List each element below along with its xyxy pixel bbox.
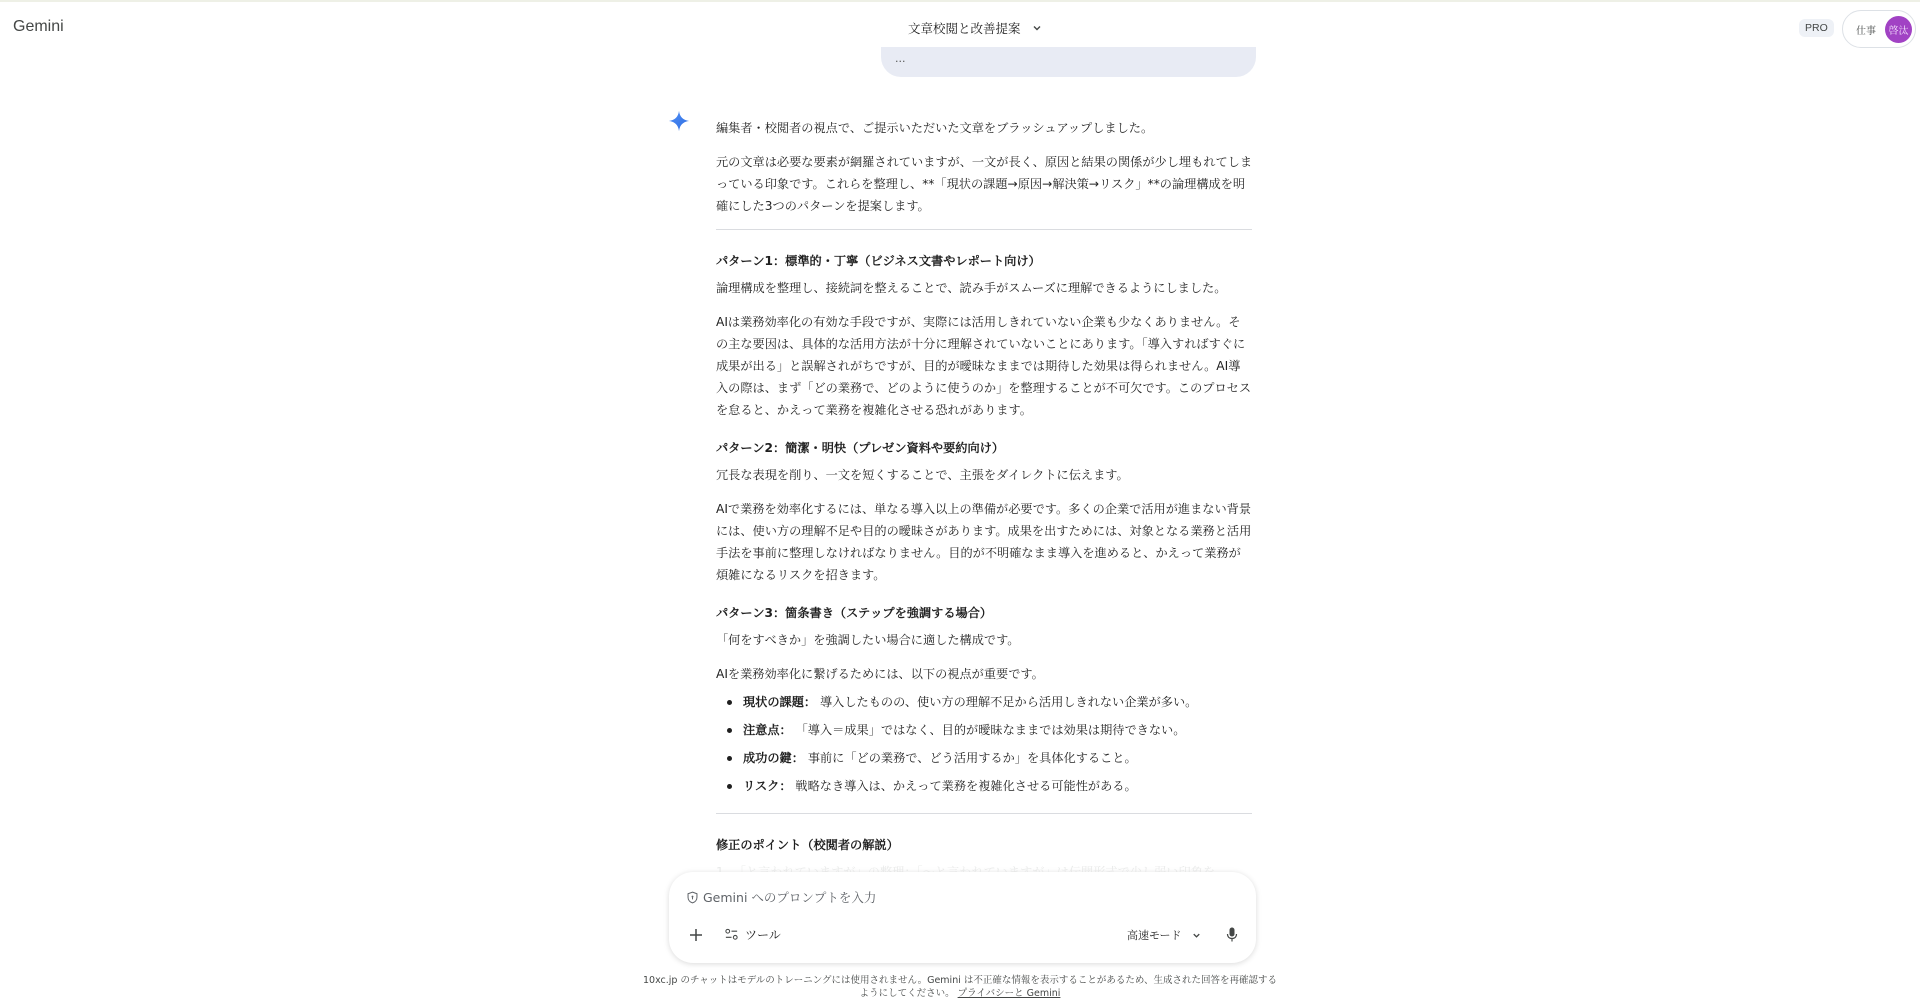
bullet-text: 「導入＝成果」ではなく、目的が曖昧なままでは効果は期待できない。 <box>795 723 1186 737</box>
mode-label: 高速モード <box>1127 929 1182 942</box>
tools-button[interactable] <box>724 926 781 943</box>
disclaimer-text: 10xc.jp のチャットはモデルのトレーニングには使用されません。Gemini は不正確な情報を表示することがあるため、生成された回答を再確認するようにしてください。 <box>643 975 1277 999</box>
pattern-3-bullets <box>727 691 1252 797</box>
mode-selector[interactable] <box>1127 927 1202 943</box>
workspace-label: 仕事 <box>1856 25 1876 37</box>
user-message-text: ... <box>895 52 906 65</box>
prompt-composer <box>669 872 1256 963</box>
divider <box>716 229 1252 230</box>
pattern-3 <box>716 602 1252 797</box>
bullet-label: 成功の鍵： <box>743 751 804 765</box>
pattern-3-description: 「何をすべきか」を強調したい場合に適した構成です。 <box>716 633 1020 647</box>
prompt-placeholder: Gemini へのプロンプトを入力 <box>703 890 877 905</box>
conversation-title: 文章校閲と改善提案 <box>908 21 1021 36</box>
pattern-2 <box>716 437 1252 586</box>
prompt-input[interactable] <box>686 888 876 906</box>
response-summary: 元の文章は必要な要素が網羅されていますが、一文が長く、原因と結果の関係が少し埋もれてしまっている印象です。これらを整理し、**「現状の課題→原因→解決策→リスク」**の論理構成を明確にした3つのパターンを提案します。 <box>716 155 1253 213</box>
list-item <box>727 775 1252 797</box>
list-item <box>727 691 1252 713</box>
tools-icon <box>724 927 739 942</box>
divider <box>716 813 1252 814</box>
top-border <box>0 0 1920 2</box>
tools-label: ツール <box>745 928 781 942</box>
app-brand[interactable]: Gemini <box>13 18 64 35</box>
bullet-text: 戦略なき導入は、かえって業務を複雑化させる可能性がある。 <box>795 779 1137 793</box>
chevron-down-icon <box>1191 930 1202 941</box>
pattern-2-description: 冗長な表現を削り、一文を短くすることで、主張をダイレクトに伝えます。 <box>716 468 1129 482</box>
add-button[interactable] <box>687 926 705 944</box>
conversation-title-menu[interactable] <box>908 19 1043 37</box>
pro-badge: PRO <box>1799 19 1834 37</box>
points-title: 修正のポイント（校閲者の解説） <box>716 838 899 852</box>
footer-disclaimer <box>640 974 1280 1000</box>
model-response <box>716 117 1252 895</box>
chevron-down-icon <box>1031 22 1043 34</box>
bullet-label: 注意点： <box>743 723 792 737</box>
list-item <box>727 747 1252 769</box>
account-switcher[interactable] <box>1842 10 1916 48</box>
pattern-2-body: AIで業務を効率化するには、単なる導入以上の準備が必要です。多くの企業で活用が進まない背景には、使い方の理解不足や目的の曖昧さがあります。成果を出すためには、対象となる業務と活用手法を事前に整理しなければなりません。目的が不明確なまま導入を進めると、かえって業務が煩雑になるリスクを招きます。 <box>716 502 1252 582</box>
pattern-1-description: 論理構成を整理し、接続詞を整えることで、読み手がスムーズに理解できるようにしました。 <box>716 281 1227 295</box>
bullet-label: リスク： <box>743 779 792 793</box>
bullet-text: 導入したものの、使い方の理解不足から活用しきれない企業が多い。 <box>820 695 1198 709</box>
pattern-1-body: AIは業務効率化の有効な手段ですが、実際には活用しきれていない企業も少なくありません。その主な要因は、具体的な活用方法が十分に理解されていないことにあります。「導入すればすぐに成果が出る」と誤解されがちですが、目的が曖昧なままでは期待した効果は得られません。AI導入の際は、まず「どの業務で、どのように使うのか」を整理することが不可欠です。このプロセスを怠ると、かえって業務を複雑化させる恐れがあります。 <box>716 315 1252 417</box>
gemini-sparkle-icon <box>668 110 690 132</box>
pattern-3-title: パターン3：箇条書き（ステップを強調する場合） <box>716 606 993 620</box>
user-message-bubble <box>881 47 1256 77</box>
bullet-label: 現状の課題： <box>743 695 817 709</box>
avatar[interactable]: 啓汰 <box>1885 16 1912 43</box>
list-item <box>727 719 1252 741</box>
privacy-link[interactable]: プライバシーと Gemini <box>957 988 1061 999</box>
pattern-1-title: パターン1：標準的・丁寧（ビジネス文書やレポート向け） <box>716 254 1041 268</box>
response-intro: 編集者・校閲者の視点で、ご提示いただいた文章をブラッシュアップしました。 <box>716 121 1154 135</box>
shield-icon <box>686 891 699 904</box>
pattern-2-title: パターン2：簡潔・明快（プレゼン資料や要約向け） <box>716 441 1005 455</box>
pattern-1 <box>716 250 1252 421</box>
microphone-icon[interactable] <box>1224 926 1240 943</box>
bullet-text: 事前に「どの業務で、どう活用するか」を具体化すること。 <box>807 751 1137 765</box>
pattern-3-body: AIを業務効率化に繋げるためには、以下の視点が重要です。 <box>716 667 1044 681</box>
